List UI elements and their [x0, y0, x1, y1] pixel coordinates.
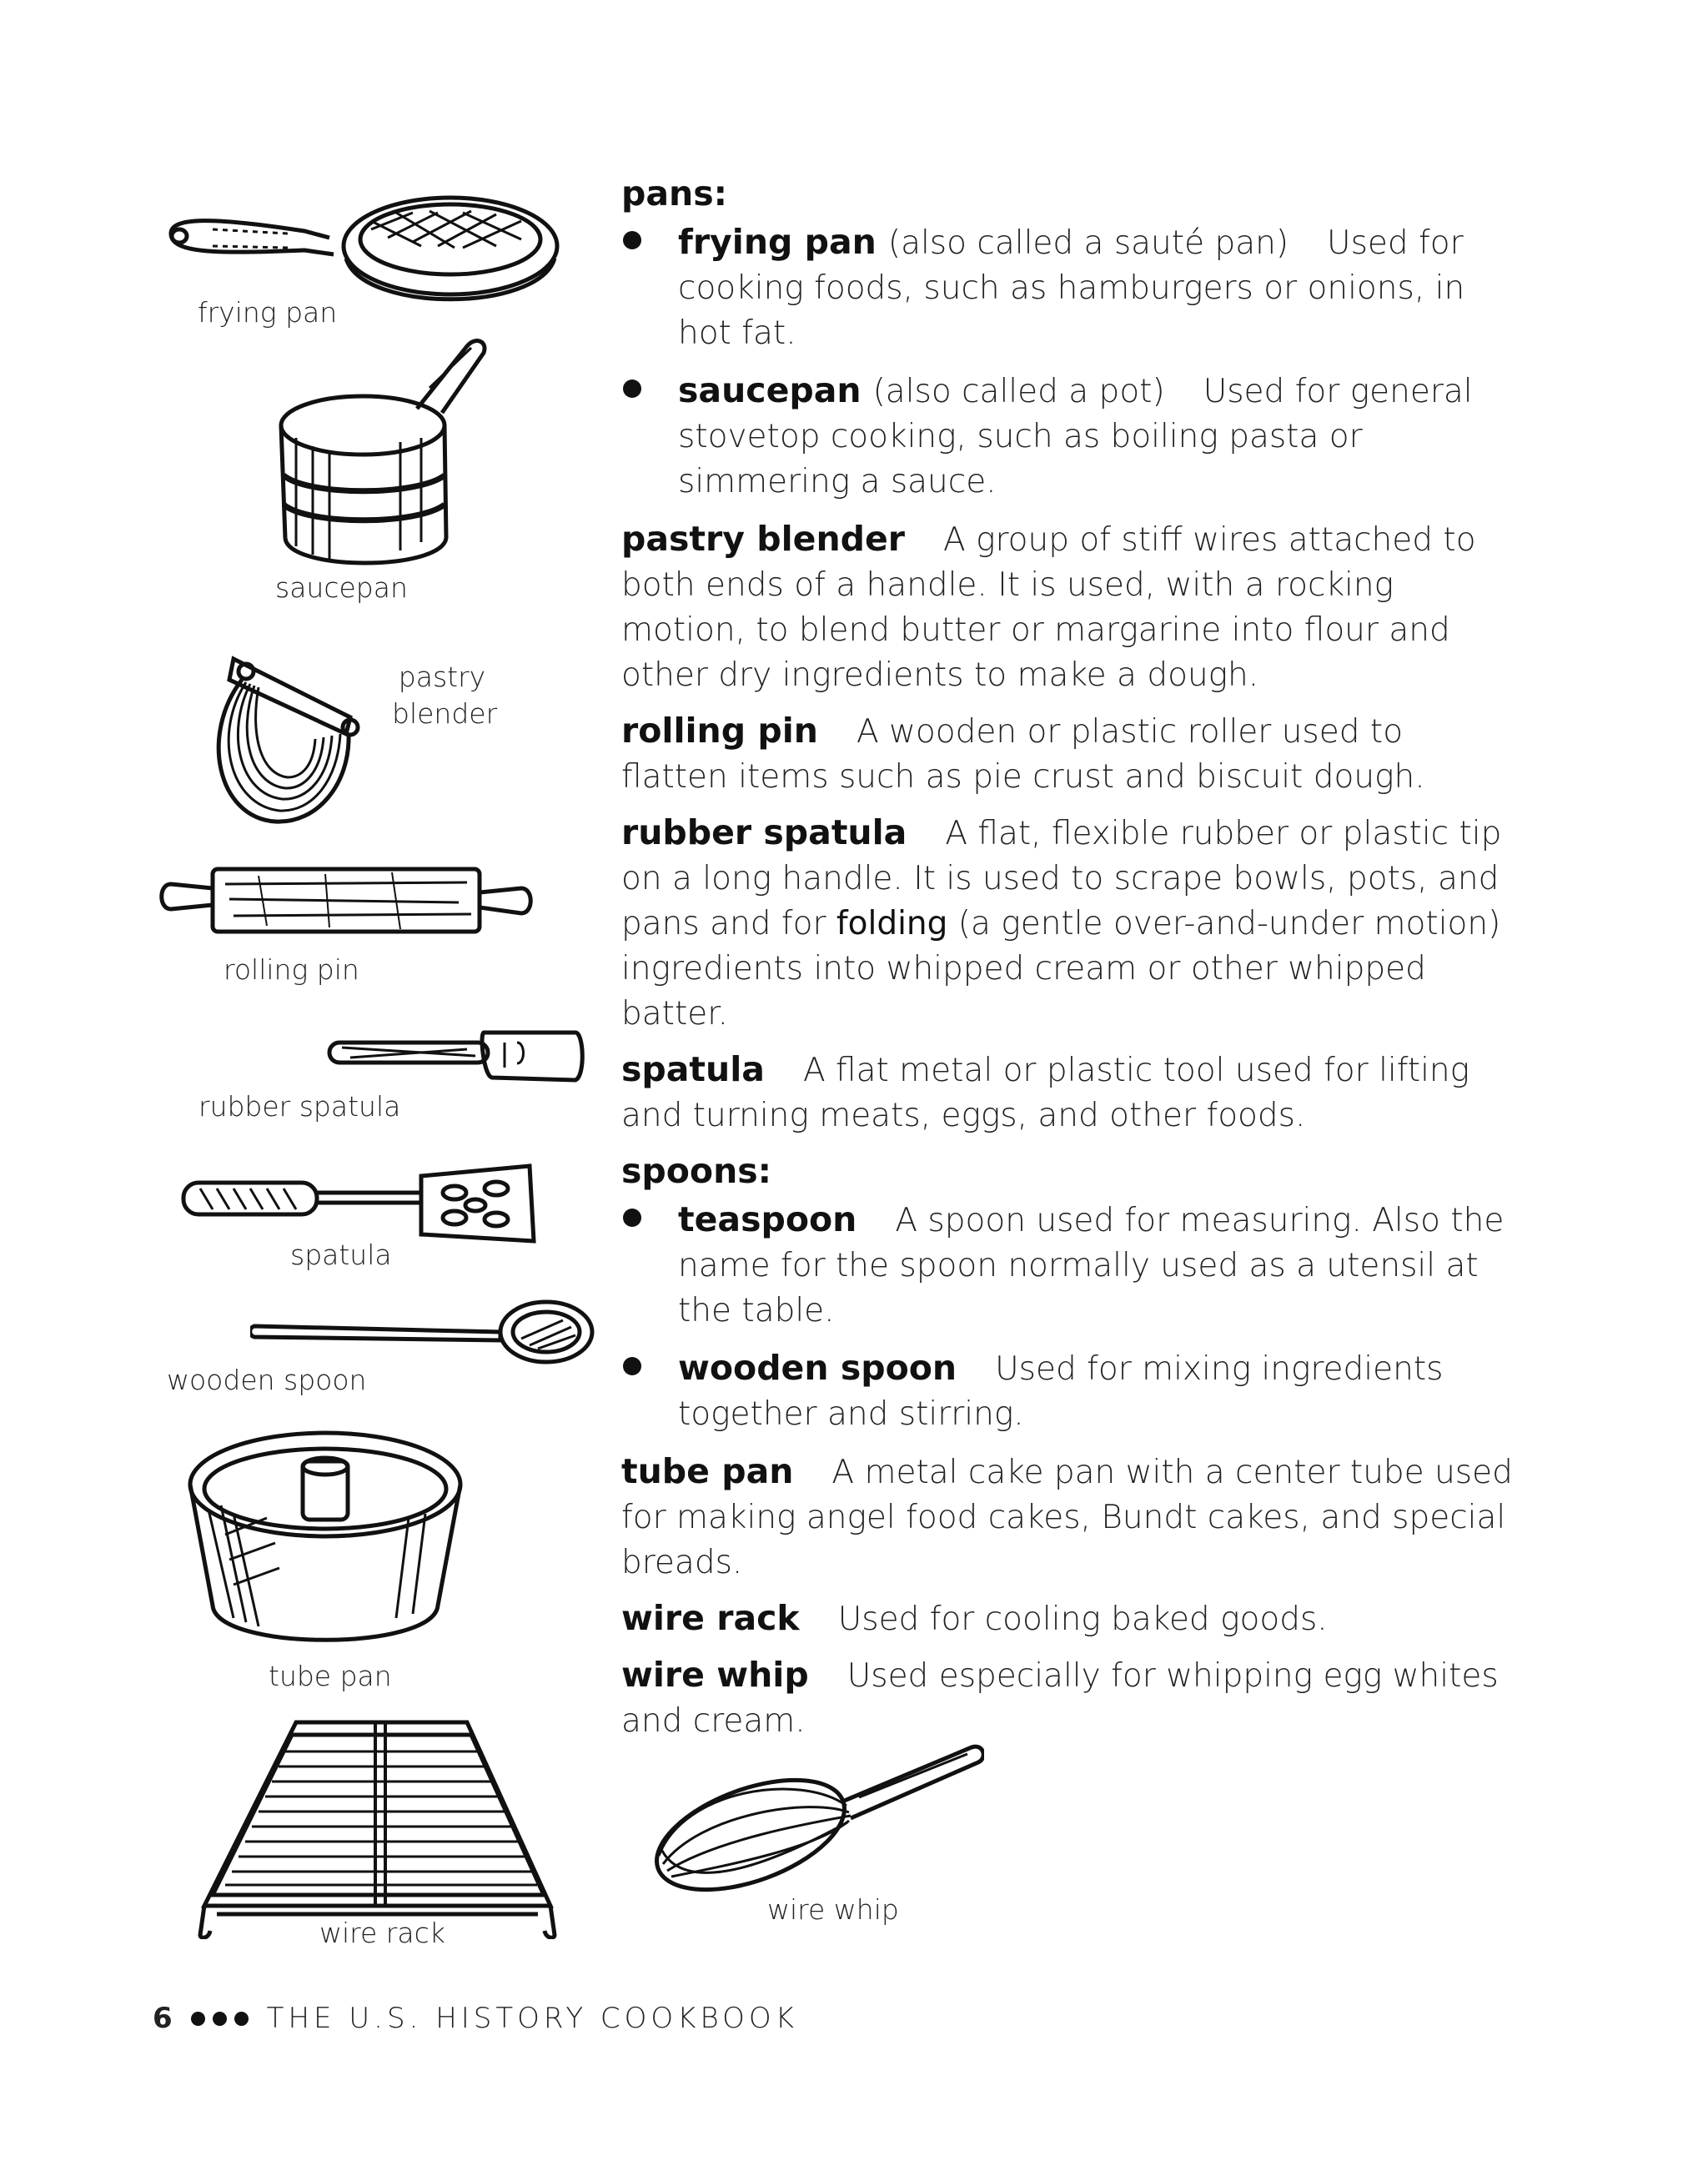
term-rubber-spatula: rubber spatula	[621, 812, 907, 852]
def-rolling-pin: A wooden or plastic roller used to flatten items such as pie crust and biscuit dough.	[621, 713, 1425, 796]
def-saucepan: Used for general stovetop cooking, such as boiling pasta or simmering a sauce.	[678, 373, 1473, 500]
entry-wire-whip	[621, 1652, 1518, 1744]
def-wire-rack: Used for cooling baked goods.	[837, 1601, 1328, 1638]
bullet-dot	[623, 379, 641, 398]
bullet-dot	[623, 1209, 641, 1227]
term-pastry-blender: pastry blender	[621, 519, 906, 559]
term-rolling-pin: rolling pin	[621, 711, 818, 751]
caption-rubber-spatula: rubber spatula	[198, 1090, 401, 1123]
saucepan-illustration	[275, 329, 492, 580]
caption-pastry-blender-line2: blender	[392, 697, 498, 730]
pastry-blender-illustration	[208, 634, 384, 834]
dot-icon	[234, 2012, 249, 2026]
footer-dots	[191, 2012, 249, 2026]
entry-rubber-spatula	[621, 810, 1518, 1037]
entry-spatula	[621, 1047, 1518, 1138]
entry-saucepan	[621, 368, 1518, 505]
caption-spatula: spatula	[290, 1239, 392, 1271]
group-title-spoons: spoons:	[621, 1151, 772, 1191]
caption-pastry-blender	[392, 659, 498, 732]
entry-rolling-pin	[621, 708, 1518, 800]
term-frying-pan: frying pan	[678, 222, 877, 262]
term-tube-pan: tube pan	[621, 1451, 794, 1491]
def-pastry-blender: A group of stiff wires attached to both ends of a handle. It is used, with a rocking motion, to blend butter or margarine into flour and other dry ingredients to make a dough.	[621, 521, 1476, 694]
entry-wooden-spoon	[621, 1345, 1518, 1437]
tube-pan-illustration	[183, 1426, 467, 1651]
paren-frying-pan: (also called a sauté pan)	[887, 224, 1289, 262]
page-number: 6	[153, 2002, 173, 2035]
caption-wire-rack: wire rack	[319, 1917, 445, 1949]
def-teaspoon: A spoon used for measuring. Also the name for the spoon normally used as a utensil at the table.	[678, 1202, 1505, 1329]
def-wire-whip: Used especially for whipping egg whites and cream.	[621, 1657, 1499, 1740]
entry-pastry-blender	[621, 516, 1518, 698]
wire-rack-illustration	[192, 1718, 563, 1939]
caption-saucepan: saucepan	[275, 571, 408, 604]
entry-frying-pan	[621, 219, 1518, 356]
group-title-pans: pans:	[621, 173, 728, 214]
def-rubber-spatula-b: (a gentle over-and-under motion) ingredients into whipped cream or other whipped batter.	[621, 905, 1501, 1033]
term-wooden-spoon: wooden spoon	[678, 1348, 957, 1388]
term-folding: folding	[836, 905, 948, 942]
term-wire-whip: wire whip	[621, 1655, 809, 1695]
spatula-illustration	[179, 1159, 538, 1251]
rubber-spatula-illustration	[325, 1018, 588, 1093]
def-frying-pan: Used for cooking foods, such as hamburgers or onions, in hot fat.	[678, 224, 1465, 352]
def-rubber-spatula-a: A flat, flexible rubber or plastic tip on a long handle. It is used to scrape bowls, pots, and pans and for	[621, 815, 1502, 942]
dot-icon	[213, 2012, 227, 2026]
term-saucepan: saucepan	[678, 370, 862, 410]
rolling-pin-illustration	[158, 859, 534, 942]
caption-rolling-pin: rolling pin	[224, 953, 359, 986]
caption-pastry-blender-line1: pastry	[398, 661, 486, 693]
caption-wire-whip: wire whip	[767, 1893, 899, 1926]
entry-tube-pan	[621, 1449, 1518, 1586]
bullet-dot	[623, 1357, 641, 1375]
term-spatula: spatula	[621, 1049, 765, 1089]
entry-teaspoon	[621, 1197, 1518, 1334]
bullet-dot	[623, 231, 641, 249]
def-tube-pan: A metal cake pan with a center tube used for making angel food cakes, Bundt cakes, and special breads.	[621, 1454, 1513, 1581]
entry-wire-rack	[621, 1596, 1518, 1642]
paren-saucepan: (also called a pot)	[872, 373, 1165, 410]
caption-tube-pan: tube pan	[269, 1660, 392, 1692]
caption-frying-pan: frying pan	[198, 296, 338, 329]
def-spatula: A flat metal or plastic tool used for lifting and turning meats, eggs, and other foods.	[621, 1052, 1470, 1134]
term-wire-rack: wire rack	[621, 1598, 800, 1638]
page-footer	[153, 2002, 798, 2035]
dot-icon	[191, 2012, 205, 2026]
running-title: THE U.S. HISTORY COOKBOOK	[266, 2002, 798, 2035]
def-wooden-spoon: Used for mixing ingredients together and stirring.	[678, 1350, 1444, 1433]
wire-whip-illustration	[651, 1739, 984, 1897]
term-teaspoon: teaspoon	[678, 1199, 857, 1239]
glossary	[621, 171, 1518, 1754]
caption-wooden-spoon: wooden spoon	[167, 1364, 367, 1396]
